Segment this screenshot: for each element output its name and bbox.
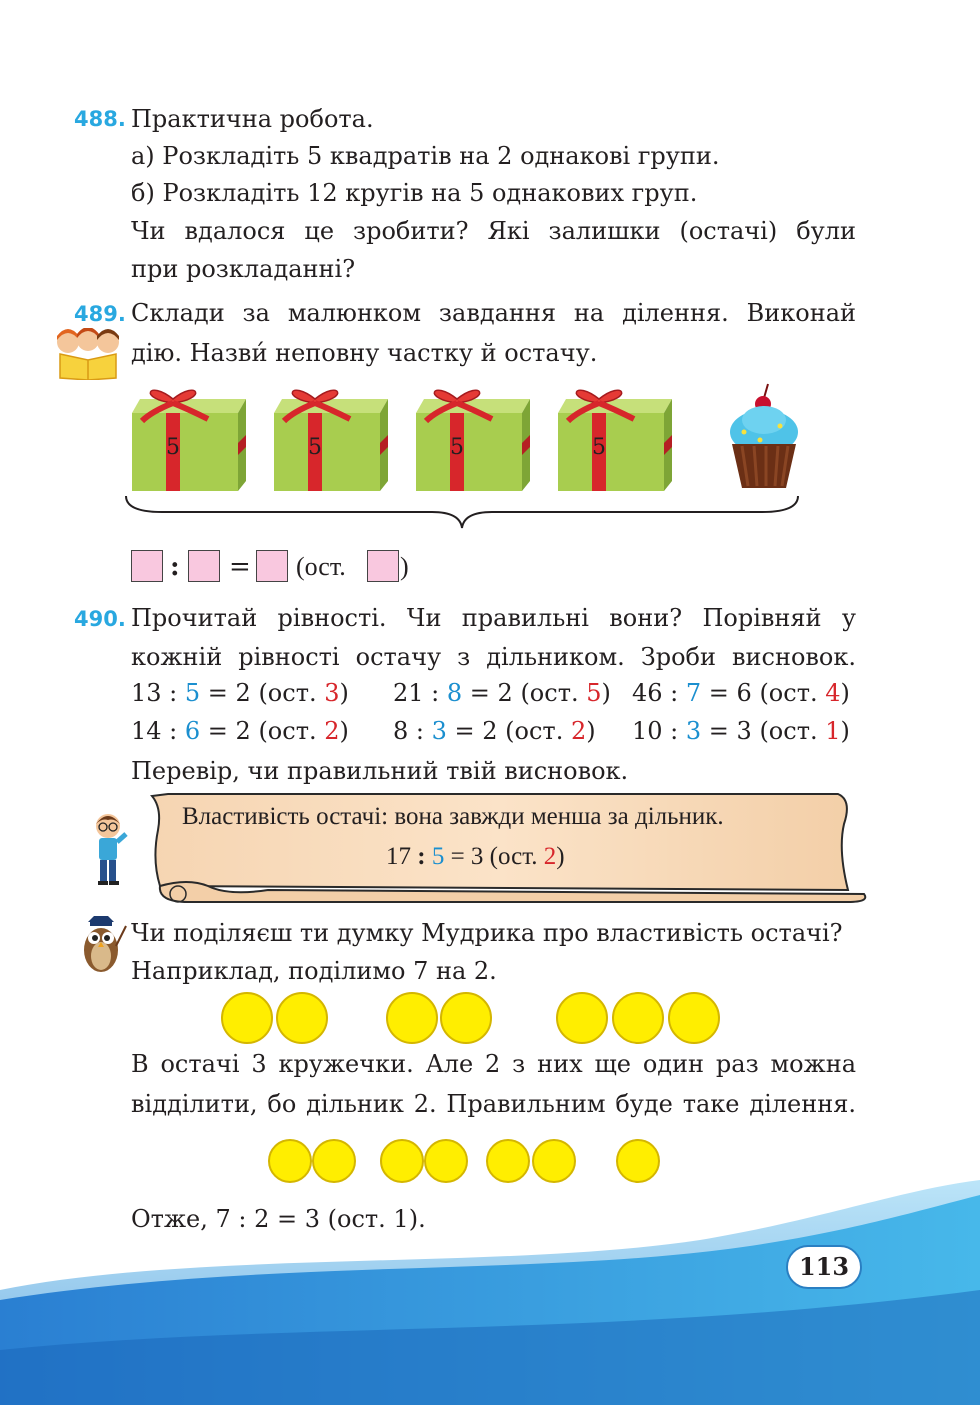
exercise-490-line-1: Прочитай рівності. Чи правильні вони? Порівняй у: [131, 604, 856, 632]
exercise-488-question-cont: при розкладанні?: [131, 255, 356, 283]
circle: [312, 1139, 356, 1183]
owl-example: Наприклад, поділимо 7 на 2.: [131, 957, 497, 985]
gift-label: 5: [450, 435, 464, 460]
answer-box-quotient[interactable]: [256, 550, 288, 582]
equation: 21 : 8 = 2 (ост. 5): [393, 679, 611, 707]
gift-label: 5: [308, 435, 322, 460]
owl-explanation-2: відділити, бо дільник 2. Правильним буде таке ділення.: [131, 1090, 856, 1118]
exercise-488-task-a: а) Розкладіть 5 квадратів на 2 однакові групи.: [131, 142, 720, 170]
circle: [556, 992, 608, 1044]
circle: [268, 1139, 312, 1183]
gift-label: 5: [592, 435, 606, 460]
owl-conclusion: Отже, 7 : 2 = 3 (ост. 1).: [131, 1205, 426, 1233]
exercise-488-title: Практична робота.: [131, 105, 374, 133]
circle: [668, 992, 720, 1044]
circle: [424, 1139, 468, 1183]
circle: [440, 992, 492, 1044]
answer-box-dividend[interactable]: [131, 550, 163, 582]
rule-example: 17 : 5 = 3 (ост. 2): [386, 843, 565, 870]
circle: [221, 992, 273, 1044]
exercise-number-489: 489.: [74, 302, 126, 326]
gift-label: 5: [166, 435, 180, 460]
gift-box: [128, 385, 250, 499]
equation: 46 : 7 = 6 (ост. 4): [632, 679, 850, 707]
circle: [616, 1139, 660, 1183]
remainder-label: (ост.: [296, 552, 346, 581]
rule-text: Властивість остачі: вона завжди менша за дільник.: [182, 803, 724, 830]
equals-symbol: =: [229, 552, 251, 582]
owl-icon: [74, 916, 128, 976]
circle: [386, 992, 438, 1044]
circle: [612, 992, 664, 1044]
colon-symbol: :: [170, 552, 180, 582]
cupcake-icon: [724, 380, 804, 492]
exercise-number-488: 488.: [74, 107, 126, 131]
gift-box: [554, 385, 676, 499]
exercise-489-line-1: Склади за малюнком завдання на ділення. Виконай: [131, 299, 856, 327]
curly-brace: [122, 494, 802, 530]
page-number: 113: [786, 1245, 862, 1289]
exercise-488-question: Чи вдалося це зробити? Які залишки (остачі) були: [131, 217, 856, 245]
exercise-488-task-b: б) Розкладіть 12 кругів на 5 однакових груп.: [131, 179, 698, 207]
circle: [486, 1139, 530, 1183]
owl-question: Чи поділяєш ти думку Мудрика про властивість остачі?: [131, 919, 843, 947]
exercise-490-line-3: Перевір, чи правильний твій висновок.: [131, 757, 629, 785]
equation: 14 : 6 = 2 (ост. 2): [131, 717, 349, 745]
exercise-number-490: 490.: [74, 607, 126, 631]
equation: 13 : 5 = 2 (ост. 3): [131, 679, 349, 707]
close-paren: ): [400, 552, 409, 581]
equation: 8 : 3 = 2 (ост. 2): [393, 717, 596, 745]
owl-explanation-1: В остачі 3 кружечки. Але 2 з них ще один раз можна: [131, 1050, 856, 1078]
gift-box: [270, 385, 392, 499]
children-reading-icon: [50, 328, 126, 380]
gift-box: [412, 385, 534, 499]
exercise-490-line-2: кожній рівності остачу з дільником. Зроби висновок.: [131, 643, 856, 671]
boy-icon: [88, 812, 130, 886]
answer-box-remainder[interactable]: [367, 550, 399, 582]
circle: [380, 1139, 424, 1183]
circle: [532, 1139, 576, 1183]
exercise-489-line-2: дію. Назви́ неповну частку й остачу.: [131, 339, 598, 367]
equation: 10 : 3 = 3 (ост. 1): [632, 717, 850, 745]
answer-box-divisor[interactable]: [188, 550, 220, 582]
circle: [276, 992, 328, 1044]
